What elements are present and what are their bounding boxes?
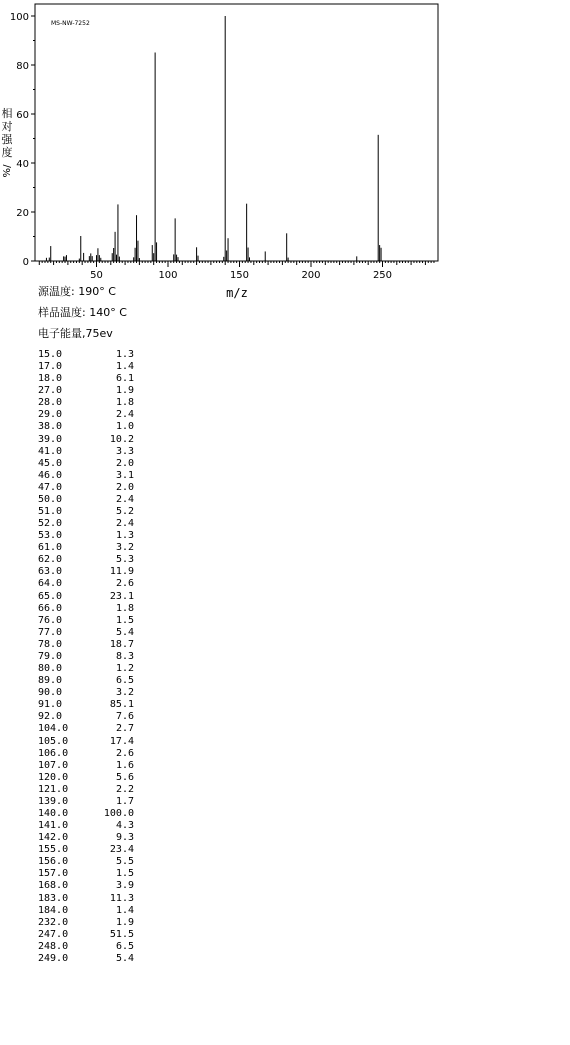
- table-row: [38, 772, 134, 784]
- mz-cell: 139.0: [38, 795, 69, 807]
- table-row: [38, 458, 134, 470]
- mz-cell: 29.0: [38, 409, 63, 421]
- table-row: [38, 832, 134, 844]
- mz-cell: 66.0: [38, 602, 63, 614]
- mz-cell: 53.0: [38, 530, 63, 542]
- abundance-cell: 23.1: [109, 590, 134, 602]
- abundance-cell: 2.0: [115, 481, 134, 493]
- abundance-cell: 1.7: [115, 795, 134, 807]
- plot-frame: [35, 4, 438, 261]
- mz-cell: 92.0: [38, 711, 63, 723]
- mz-cell: 51.0: [38, 506, 63, 518]
- table-row: [38, 397, 134, 409]
- table-row: [38, 434, 134, 446]
- table-row: [38, 784, 134, 796]
- mz-cell: 79.0: [38, 650, 63, 662]
- abundance-cell: 9.3: [115, 832, 134, 844]
- table-row: [38, 482, 134, 494]
- table-row: [38, 542, 134, 554]
- y-tick-label: 40: [16, 159, 29, 170]
- x-tick-label: 250: [372, 270, 393, 281]
- table-row: [38, 711, 134, 723]
- y-tick-label: 100: [9, 12, 29, 23]
- mz-cell: 249.0: [38, 952, 69, 964]
- mz-cell: 63.0: [38, 566, 63, 578]
- mz-cell: 61.0: [38, 542, 63, 554]
- abundance-cell: 51.5: [109, 928, 134, 940]
- abundance-cell: 1.3: [115, 530, 134, 542]
- table-row: [38, 385, 134, 397]
- abundance-cell: 3.1: [115, 469, 134, 481]
- mz-cell: 41.0: [38, 445, 63, 457]
- abundance-cell: 3.2: [115, 542, 134, 554]
- x-tick-label: 100: [158, 270, 178, 281]
- mz-cell: 89.0: [38, 675, 63, 687]
- abundance-cell: 5.6: [115, 771, 134, 783]
- y-tick-label: 0: [22, 257, 29, 268]
- abundance-cell: 1.5: [115, 614, 134, 626]
- abundance-cell: 2.2: [115, 783, 134, 795]
- table-row: [38, 627, 134, 639]
- table-row: [38, 494, 134, 506]
- mz-cell: 45.0: [38, 457, 63, 469]
- mz-cell: 27.0: [38, 385, 63, 397]
- mz-cell: 62.0: [38, 554, 63, 566]
- table-row: [38, 893, 134, 905]
- abundance-cell: 2.0: [115, 457, 134, 469]
- mz-cell: 247.0: [38, 928, 69, 940]
- abundance-cell: 5.3: [115, 554, 134, 566]
- table-row: [38, 421, 134, 433]
- mz-cell: 142.0: [38, 832, 69, 844]
- abundance-cell: 6.5: [115, 675, 134, 687]
- table-row: [38, 675, 134, 687]
- abundance-cell: 18.7: [109, 638, 134, 650]
- x-axis-label: m/z: [226, 286, 248, 300]
- abundance-cell: 1.0: [115, 421, 134, 433]
- table-row: [38, 373, 134, 385]
- abundance-cell: 1.8: [115, 602, 134, 614]
- mz-cell: 76.0: [38, 614, 63, 626]
- mz-cell: 106.0: [38, 747, 69, 759]
- mz-cell: 104.0: [38, 723, 69, 735]
- mz-cell: 50.0: [38, 493, 63, 505]
- abundance-cell: 7.6: [115, 711, 134, 723]
- abundance-cell: 85.1: [109, 699, 134, 711]
- table-row: [38, 796, 134, 808]
- mz-cell: 52.0: [38, 518, 63, 530]
- mz-cell: 141.0: [38, 820, 69, 832]
- abundance-cell: 1.2: [115, 663, 134, 675]
- x-tick-label: 200: [301, 270, 321, 281]
- table-row: [38, 361, 134, 373]
- peak-bars: [46, 16, 381, 261]
- table-row: [38, 566, 134, 578]
- mz-cell: 121.0: [38, 783, 69, 795]
- abundance-cell: 4.3: [115, 820, 134, 832]
- table-row: [38, 651, 134, 663]
- table-row: [38, 760, 134, 772]
- y-tick-label: 60: [16, 110, 29, 121]
- mz-cell: 46.0: [38, 469, 63, 481]
- abundance-cell: 3.3: [115, 445, 134, 457]
- mz-cell: 184.0: [38, 904, 69, 916]
- table-row: [38, 349, 134, 361]
- x-tick-label: 50: [90, 270, 103, 281]
- table-row: [38, 844, 134, 856]
- table-row: [38, 409, 134, 421]
- table-row: [38, 446, 134, 458]
- abundance-cell: 3.9: [115, 880, 134, 892]
- mz-cell: 248.0: [38, 940, 69, 952]
- mz-cell: 39.0: [38, 433, 63, 445]
- abundance-cell: 1.5: [115, 868, 134, 880]
- abundance-cell: 6.5: [115, 940, 134, 952]
- table-row: [38, 699, 134, 711]
- sample-temperature: 样品温度: 140° C: [38, 306, 127, 319]
- mz-cell: 232.0: [38, 916, 69, 928]
- y-tick-label: 80: [16, 61, 29, 72]
- abundance-cell: 2.4: [115, 493, 134, 505]
- mz-cell: 15.0: [38, 349, 63, 360]
- abundance-cell: 2.4: [115, 409, 134, 421]
- mz-cell: 107.0: [38, 759, 69, 771]
- mass-spectrum-chart: [0, 0, 570, 300]
- mz-cell: 65.0: [38, 590, 63, 602]
- abundance-cell: 2.7: [115, 723, 134, 735]
- abundance-cell: 2.6: [115, 578, 134, 590]
- y-axis-label-char: 对: [1, 120, 13, 133]
- table-row: [38, 470, 134, 482]
- table-row: [38, 518, 134, 530]
- table-row: [38, 723, 134, 735]
- x-minor-ticks: [39, 261, 434, 267]
- table-row: [38, 868, 134, 880]
- abundance-cell: 1.3: [115, 349, 134, 360]
- table-row: [38, 530, 134, 542]
- mz-cell: 156.0: [38, 856, 69, 868]
- mz-cell: 64.0: [38, 578, 63, 590]
- table-row: [38, 663, 134, 675]
- mz-cell: 80.0: [38, 663, 63, 675]
- y-axis-label-char: 度: [1, 146, 13, 159]
- mz-cell: 38.0: [38, 421, 63, 433]
- y-axis-label: [2, 106, 14, 177]
- abundance-cell: 5.5: [115, 856, 134, 868]
- electron-energy: 电子能量,75ev: [38, 327, 113, 340]
- abundance-cell: 8.3: [115, 650, 134, 662]
- mz-cell: 183.0: [38, 892, 69, 904]
- abundance-cell: 17.4: [109, 735, 134, 747]
- table-row: [38, 953, 134, 965]
- abundance-cell: 1.9: [115, 385, 134, 397]
- mz-cell: 157.0: [38, 868, 69, 880]
- table-row: [38, 748, 134, 760]
- mz-cell: 168.0: [38, 880, 69, 892]
- table-row: [38, 880, 134, 892]
- abundance-cell: 11.3: [109, 892, 134, 904]
- table-row: [38, 591, 134, 603]
- abundance-cell: 1.6: [115, 759, 134, 771]
- x-tick-label: 150: [229, 270, 250, 281]
- table-row: [38, 905, 134, 917]
- mz-cell: 140.0: [38, 807, 69, 819]
- abundance-cell: 1.4: [115, 361, 134, 373]
- mz-cell: 18.0: [38, 373, 63, 385]
- table-row: [38, 603, 134, 615]
- spectrum-id-label: MS-NW-7252: [51, 20, 90, 27]
- table-row: [38, 554, 134, 566]
- mz-cell: 77.0: [38, 626, 63, 638]
- table-row: [38, 917, 134, 929]
- abundance-cell: 23.4: [109, 844, 134, 856]
- y-axis-label-char: 相: [1, 107, 13, 120]
- y-axis-label-char: 强: [1, 133, 13, 146]
- abundance-cell: 10.2: [109, 433, 134, 445]
- abundance-cell: 3.2: [115, 687, 134, 699]
- y-axis-label-unit: %/: [2, 164, 13, 178]
- table-row: [38, 856, 134, 868]
- abundance-cell: 100.0: [103, 807, 134, 819]
- mz-cell: 47.0: [38, 481, 63, 493]
- abundance-cell: 11.9: [109, 566, 134, 578]
- table-row: [38, 808, 134, 820]
- table-row: [38, 639, 134, 651]
- table-row: [38, 820, 134, 832]
- mz-cell: 90.0: [38, 687, 63, 699]
- table-row: [38, 736, 134, 748]
- y-tick-label: 20: [16, 208, 29, 219]
- table-row: [38, 615, 134, 627]
- abundance-cell: 6.1: [115, 373, 134, 385]
- x-axis-ticks: [90, 270, 392, 281]
- abundance-cell: 5.4: [115, 952, 134, 964]
- mz-cell: 120.0: [38, 771, 69, 783]
- table-row: [38, 687, 134, 699]
- abundance-cell: 2.6: [115, 747, 134, 759]
- abundance-cell: 5.2: [115, 506, 134, 518]
- source-temperature: 源温度: 190° C: [38, 285, 116, 298]
- abundance-cell: 1.8: [115, 397, 134, 409]
- mz-cell: 17.0: [38, 361, 63, 373]
- table-row: [38, 578, 134, 590]
- table-row: [38, 929, 134, 941]
- abundance-cell: 2.4: [115, 518, 134, 530]
- abundance-cell: 1.9: [115, 916, 134, 928]
- abundance-cell: 5.4: [115, 626, 134, 638]
- table-row: [38, 506, 134, 518]
- mz-cell: 155.0: [38, 844, 69, 856]
- mz-cell: 78.0: [38, 638, 63, 650]
- abundance-cell: 1.4: [115, 904, 134, 916]
- table-row: [38, 941, 134, 953]
- mz-cell: 105.0: [38, 735, 69, 747]
- peak-table: [38, 349, 134, 965]
- y-axis-ticks: [10, 12, 35, 268]
- mz-cell: 28.0: [38, 397, 63, 409]
- mz-cell: 91.0: [38, 699, 63, 711]
